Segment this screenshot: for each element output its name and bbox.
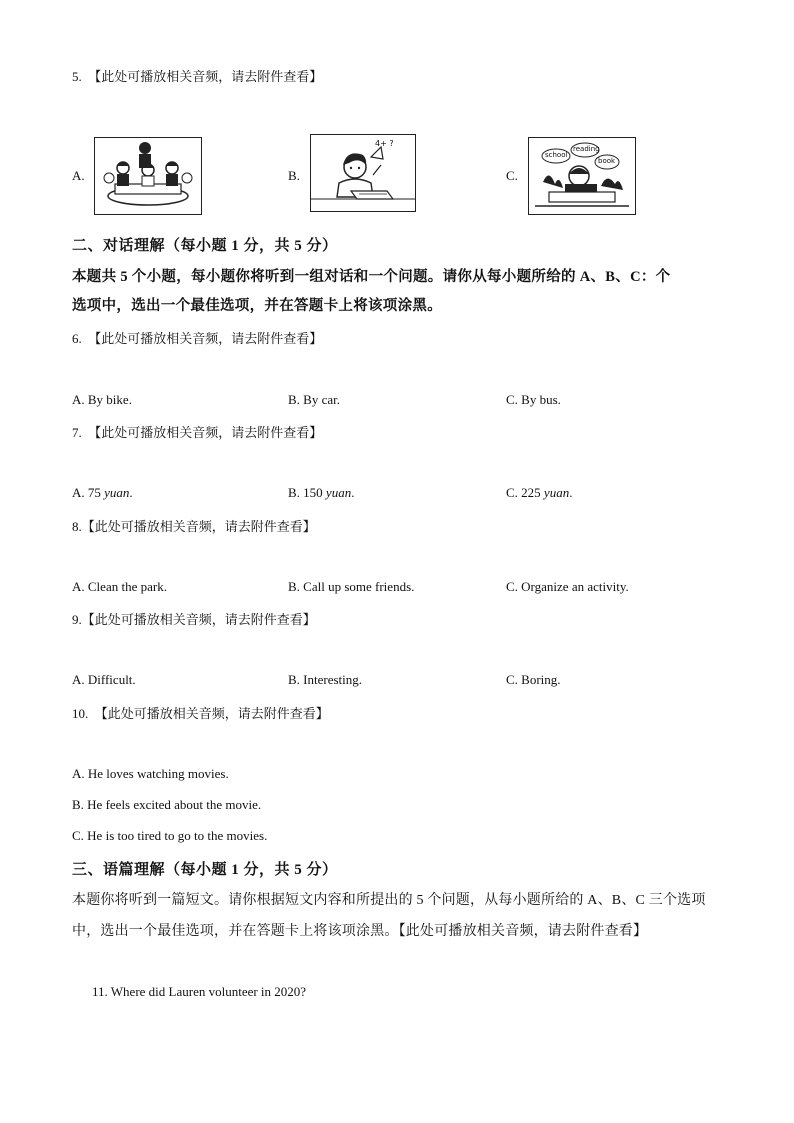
q10-label: 10. 【此处可播放相关音频，请去附件查看】 bbox=[72, 706, 329, 721]
q6-label: 6. 【此处可播放相关音频，请去附件查看】 bbox=[72, 331, 323, 346]
q5-option-b-label: B. bbox=[288, 168, 300, 183]
section2-title: 二、对话理解（每小题 1 分，共 5 分） bbox=[72, 238, 338, 254]
section2-instruction-line2: 选项中，选出一个最佳选项，并在答题卡上将该项涂黑。 bbox=[72, 298, 442, 314]
q11-label: 11. Where did Lauren volunteer in 2020? bbox=[92, 984, 307, 999]
q8-option-a: A. Clean the park. bbox=[72, 579, 167, 594]
q10-option-b: B. He feels excited about the movie. bbox=[72, 797, 262, 812]
section3-instruction-line2: 中，选出一个最佳选项，并在答题卡上将该项涂黑。【此处可播放相关音频，请去附件查看】 bbox=[72, 924, 648, 939]
q6-option-a: A. By bike. bbox=[72, 392, 132, 407]
q6-option-c: C. By bus. bbox=[506, 392, 561, 407]
q7-option-c: C. 225 yuan. bbox=[506, 485, 573, 500]
section3-instruction-line1: 本题你将听到一篇短文。请你根据短文内容和所提出的 5 个问题，从每小题所给的 A、B、C 三个选项 bbox=[72, 893, 706, 908]
q8-option-b: B. Call up some friends. bbox=[288, 579, 415, 594]
q10-option-a: A. He loves watching movies. bbox=[72, 766, 229, 781]
q7-option-b: B. 150 yuan. bbox=[288, 485, 355, 500]
q5-label: 5. 【此处可播放相关音频，请去附件查看】 bbox=[72, 69, 323, 84]
q9-label: 9.【此处可播放相关音频，请去附件查看】 bbox=[72, 612, 316, 627]
q9-option-a: A. Difficult. bbox=[72, 672, 136, 687]
q8-label: 8.【此处可播放相关音频，请去附件查看】 bbox=[72, 519, 316, 534]
section3-title: 三、语篇理解（每小题 1 分，共 5 分） bbox=[72, 862, 338, 878]
bubble-reading-label: reading bbox=[573, 145, 600, 153]
q6-option-b: B. By car. bbox=[288, 392, 340, 407]
q10-option-c: C. He is too tired to go to the movies. bbox=[72, 828, 268, 843]
q5-option-c-label: C. bbox=[506, 168, 518, 183]
q5-picture-a bbox=[94, 137, 202, 215]
bubble-book-label: book bbox=[598, 157, 616, 165]
section2-instruction-line1: 本题共 5 个小题，每小题你将听到一组对话和一个问题。请你从每小题所给的 A、B、C：个 bbox=[72, 269, 671, 285]
q9-option-c: C. Boring. bbox=[506, 672, 561, 687]
q7-option-a: A. 75 yuan. bbox=[72, 485, 133, 500]
q7-label: 7. 【此处可播放相关音频，请去附件查看】 bbox=[72, 425, 323, 440]
q5-picture-b bbox=[310, 134, 416, 212]
q5-picture-c bbox=[528, 137, 636, 215]
q9-option-b: B. Interesting. bbox=[288, 672, 363, 687]
bubble-school-label: school bbox=[545, 151, 568, 159]
q5-option-a-label: A. bbox=[72, 168, 85, 183]
math-doodle-label: 4+ ? bbox=[375, 139, 394, 148]
q8-option-c: C. Organize an activity. bbox=[506, 579, 629, 594]
